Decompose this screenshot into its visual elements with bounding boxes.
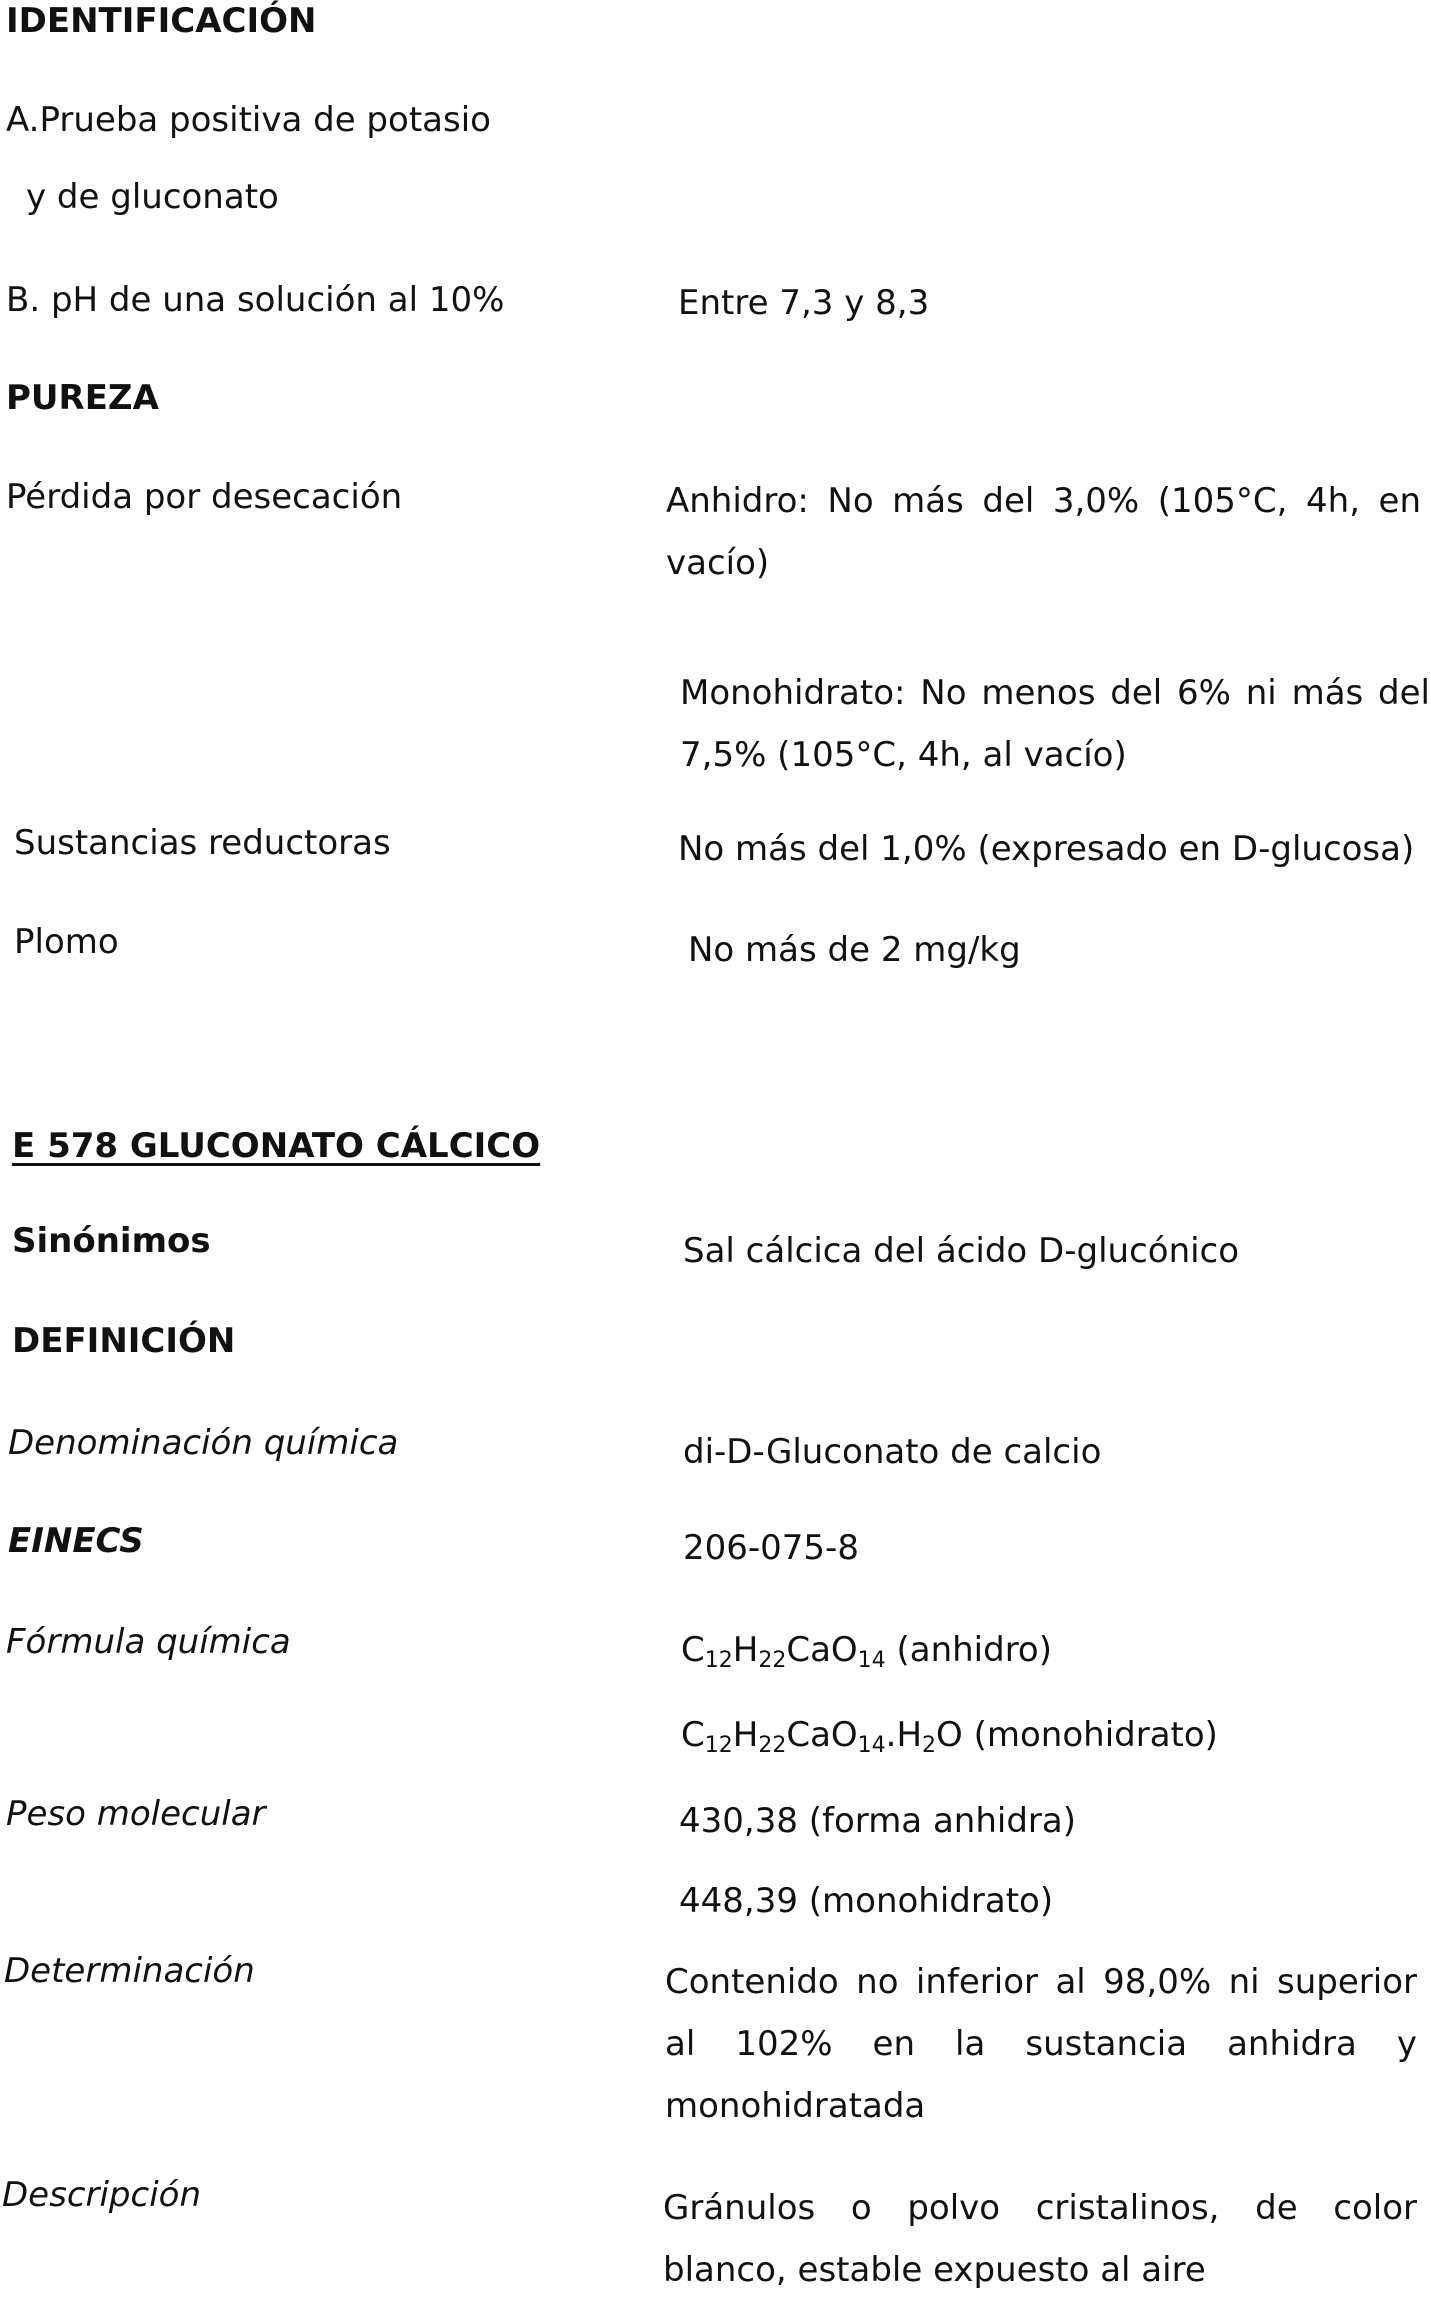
perdida-label: Pérdida por desecación bbox=[6, 477, 403, 517]
peso-anhidra: 430,38 (forma anhidra) bbox=[679, 1801, 1076, 1841]
pureza-heading: PUREZA bbox=[6, 378, 159, 418]
determinacion-label: Determinación bbox=[4, 1951, 255, 1991]
sinonimos-label: Sinónimos bbox=[12, 1221, 211, 1261]
einecs-value: 206-075-8 bbox=[683, 1528, 859, 1568]
formula-monohidrato: $C_{12}H_{22}CaO_{14}.H_2O$ (monohidrato) bbox=[681, 1715, 1218, 1758]
sinonimos-value: Sal cálcica del ácido D-glucónico bbox=[683, 1231, 1240, 1271]
descripcion-label: Descripción bbox=[2, 2175, 202, 2215]
identificacion-item-a-line2: y de gluconato bbox=[26, 177, 279, 217]
identificacion-item-b-value: Entre 7,3 y 8,3 bbox=[678, 283, 930, 323]
identificacion-item-a-line1: A.Prueba positiva de potasio bbox=[6, 100, 491, 140]
peso-label: Peso molecular bbox=[6, 1794, 266, 1834]
definicion-heading: DEFINICIÓN bbox=[12, 1321, 236, 1361]
identificacion-heading: IDENTIFICACIÓN bbox=[6, 1, 317, 41]
denominacion-label: Denominación química bbox=[8, 1423, 399, 1463]
determinacion-value: Contenido no inferior al 98,0% ni superior al 102% en la sustancia anhidra y monohidratada bbox=[665, 1962, 1417, 2126]
perdida-monohidrato-value: Monohidrato: No menos del 6% ni más del 7,5% (105°C, 4h, al vacío) bbox=[680, 673, 1430, 775]
descripcion-value: Gránulos o polvo cristalinos, de color blanco, estable expuesto al aire bbox=[663, 2188, 1417, 2290]
perdida-anhidro-value: Anhidro: No más del 3,0% (105°C, 4h, en vacío) bbox=[666, 481, 1421, 583]
identificacion-item-b-label: B. pH de una solución al 10% bbox=[6, 280, 505, 320]
einecs-label: EINECS bbox=[8, 1521, 144, 1561]
denominacion-value: di-D-Gluconato de calcio bbox=[683, 1432, 1102, 1472]
formula-anhidro: $C_{12}H_{22}CaO_{14}$ (anhidro) bbox=[681, 1630, 1053, 1673]
formula-label: Fórmula química bbox=[6, 1622, 291, 1662]
peso-monohidrato: 448,39 (monohidrato) bbox=[679, 1881, 1054, 1921]
reductoras-label: Sustancias reductoras bbox=[14, 823, 391, 863]
plomo-value: No más de 2 mg/kg bbox=[688, 930, 1021, 970]
e578-title: E 578 GLUCONATO CÁLCICO bbox=[12, 1126, 541, 1166]
reductoras-value: No más del 1,0% (expresado en D-glucosa) bbox=[678, 829, 1415, 869]
plomo-label: Plomo bbox=[14, 922, 119, 962]
